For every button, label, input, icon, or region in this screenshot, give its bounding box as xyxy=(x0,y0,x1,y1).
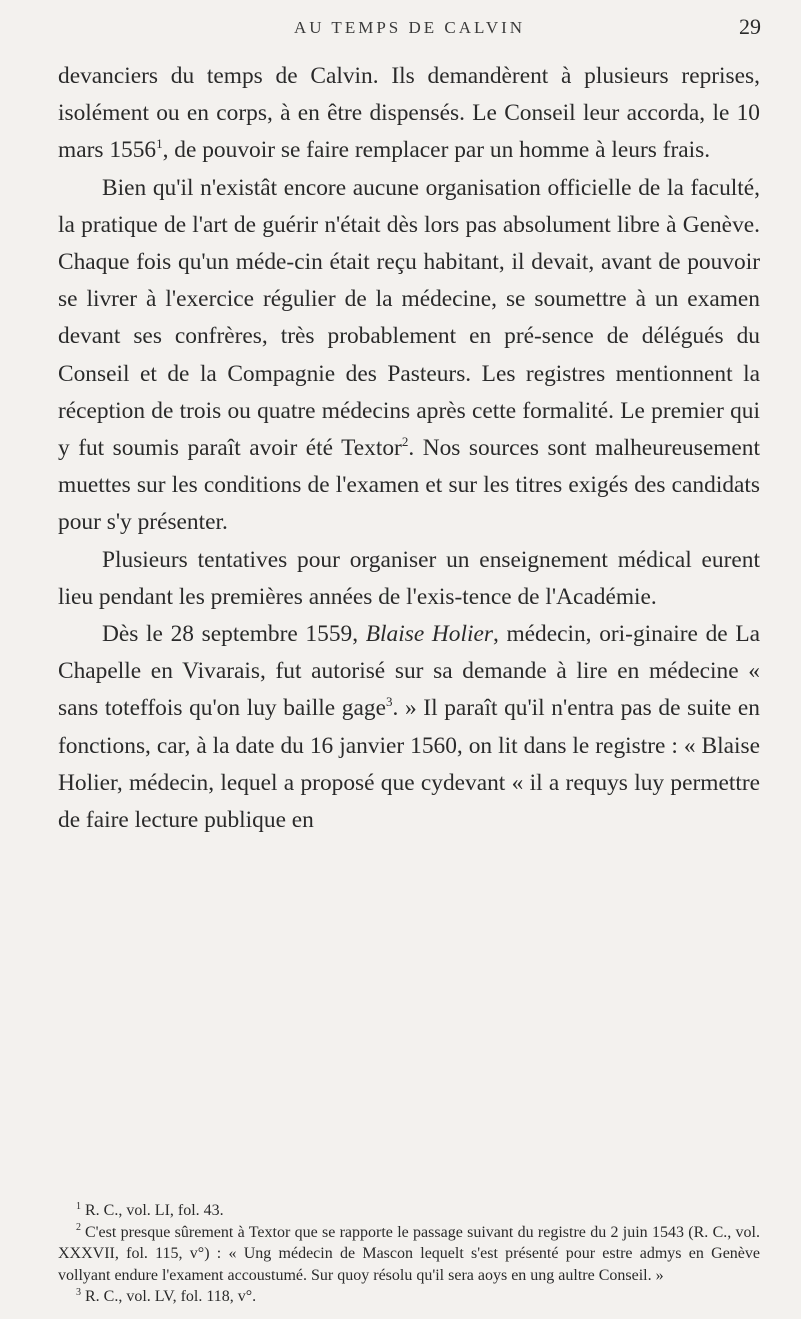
paragraph-text: , médecin, ori-ginaire de La Chapelle en Vivarais, fut autorisé sur sa demande à lire en médecine « sans toteffois qu'on luy baille gage xyxy=(58,621,760,722)
paragraph-1 xyxy=(58,58,760,170)
footnotes xyxy=(58,1200,760,1308)
footnote-ref: 1 xyxy=(156,136,163,152)
paragraph-text: Plusieurs tentatives pour organiser un enseignement médical eurent lieu pendant les premières années de l'exis-tence de l'Académie. xyxy=(58,546,760,610)
footnote-text: C'est presque sûrement à Textor que se rapporte le passage suivant du registre du 2 juin 1543 (R. C., vol. XXXVII, fol. 115, v°) : « Ung médecin de Mascon lequelt s'est présenté pour estre admys en Genève vollyant endure l'exament accoustumé. Sur quoy résolu qu'il sera aoys en ung aultre Conseil. » xyxy=(58,1223,760,1284)
paragraph-text: . » Il paraît qu'il n'entra pas de suite en fonctions, car, à la date du 16 janvier 1560, on lit dans le registre : « Blaise Holier, médecin, lequel a proposé que cydevant « il a requys luy permettre de faire lecture publique en xyxy=(58,695,760,834)
footnote-2 xyxy=(58,1222,760,1287)
paragraph-text: . Nos sources sont malheureusement muettes sur les conditions de l'examen et sur les titres exigés des candidats pour s'y présenter. xyxy=(58,435,760,536)
footnote-ref: 2 xyxy=(401,434,409,450)
page-header xyxy=(58,14,761,44)
footnote-1 xyxy=(58,1200,760,1222)
page-number: 29 xyxy=(739,14,761,39)
paragraph-text: , de pouvoir se faire remplacer par un homme à leurs frais. xyxy=(162,137,711,164)
footnote-text: R. C., vol. LV, fol. 118, v°. xyxy=(85,1288,257,1306)
paragraph-4 xyxy=(58,616,760,839)
paragraph-text: devanciers du temps de Calvin. Ils demandèrent à plusieurs reprises, isolément ou en corps, à en être dispensés. Le Conseil leur accorda, le 10 mars 1556 xyxy=(58,63,760,164)
paragraph-text: Dès le 28 septembre 1559, xyxy=(102,621,366,648)
main-text xyxy=(58,58,760,839)
paragraph-text: Bien qu'il n'existât encore aucune organisation officielle de la faculté, la pratique de l'art de guérir n'était dès lors pas absolument libre à Genève. Chaque fois qu'un méde-cin était reçu habitant, il devait, avant de pouvoir se livrer à l'exercice régulier de la médecine, se soumettre à un examen devant ses confrères, très probablement en pré-sence de délégués du Conseil et de la Compagnie des Pasteurs. Les registres mentionnent la réception de trois ou quatre médecins après cette formalité. Le premier qui y fut soumis paraît avoir été Textor xyxy=(58,174,760,462)
person-name: Blaise Holier xyxy=(365,621,493,648)
footnote-3 xyxy=(58,1286,760,1308)
paragraph-3 xyxy=(58,542,760,616)
footnote-mark: 1 xyxy=(76,1200,81,1212)
footnote-text: R. C., vol. LI, fol. 43. xyxy=(85,1202,224,1219)
footnote-ref: 3 xyxy=(385,694,393,710)
footnote-mark: 2 xyxy=(76,1222,81,1234)
footnote-mark: 3 xyxy=(76,1287,81,1299)
running-title: AU TEMPS DE CALVIN xyxy=(293,18,526,37)
paragraph-2 xyxy=(58,170,760,542)
